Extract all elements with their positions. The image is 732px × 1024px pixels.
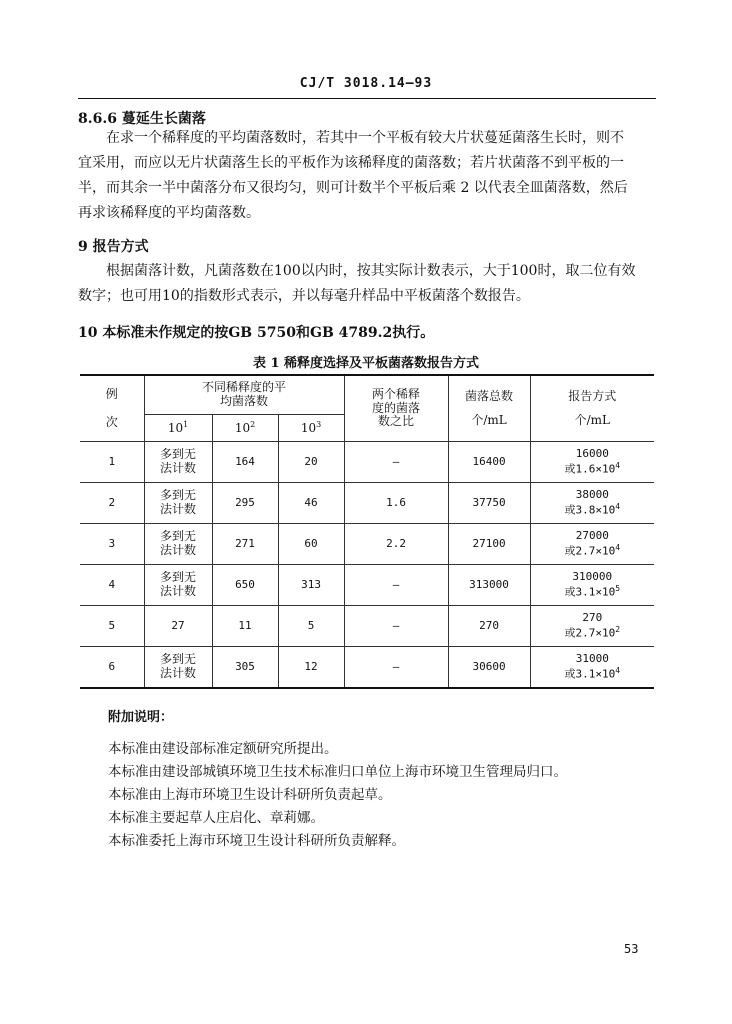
header-dilution-3-base: 10: [300, 421, 317, 436]
cell-case: 3: [80, 524, 144, 565]
header-case-top: 例: [105, 386, 118, 401]
cell-report-exp: 5: [615, 583, 621, 593]
cell-ratio: —: [344, 647, 448, 689]
cell-report: [530, 565, 654, 606]
cell-report-line-1: 38000: [575, 488, 609, 502]
notes-title: 附加说明：: [108, 710, 174, 725]
note-line-4: 本标准主要起草人庄启化、章莉娜。: [108, 810, 324, 826]
header-total-line-2: 个/mL: [471, 412, 507, 427]
cell-report-line-1: 270: [582, 611, 603, 625]
cell-case: 4: [80, 565, 144, 606]
header-dilution-3-exp: 3: [316, 420, 322, 430]
table-row: [80, 606, 654, 647]
section-9-line-2: 数字；也可用10的指数形式表示，并以每毫升样品中平板菌落个数报告。: [78, 288, 530, 304]
cell-report-exp: 4: [615, 665, 621, 675]
header-dilution-3: [278, 415, 344, 442]
cell-ratio: 2.2: [344, 524, 448, 565]
cell-case: 5: [80, 606, 144, 647]
cell-dilution-1-line-1: 多到无: [159, 488, 196, 503]
header-dilution-2: [212, 415, 278, 442]
cell-dilution-3: 313: [278, 565, 344, 606]
cell-report-exp: 4: [615, 542, 621, 552]
cell-ratio: 1.6: [344, 483, 448, 524]
cell-report-line-2: 或2.7×10: [564, 626, 616, 640]
header-ratio-line-1: 两个稀释: [372, 386, 421, 401]
header-dilution-2-exp: 2: [250, 420, 256, 430]
header-dilution-group-line-1: 不同稀释度的平: [202, 380, 287, 395]
cell-case: 2: [80, 483, 144, 524]
table-row: [80, 565, 654, 606]
cell-dilution-2: 271: [212, 524, 278, 565]
cell-report-exp: 4: [615, 501, 621, 511]
cell-dilution-1-line-2: 法计数: [159, 666, 196, 680]
cell-dilution-1: [144, 442, 212, 483]
header-dilution-1-exp: 1: [183, 420, 189, 430]
header-ratio: [344, 375, 448, 442]
cell-ratio: —: [344, 442, 448, 483]
cell-report-line-2: 或3.1×10: [564, 667, 616, 681]
cell-case: 6: [80, 647, 144, 689]
cell-dilution-1-line-2: 法计数: [159, 502, 196, 516]
cell-report-line-1: 31000: [575, 652, 609, 666]
cell-report-line-2: 或1.6×10: [564, 462, 616, 476]
cell-dilution-1-line-2: 法计数: [159, 461, 196, 475]
cell-total: 313000: [448, 565, 530, 606]
note-line-1: 本标准由建设部标准定额研究所提出。: [108, 741, 338, 757]
header-report-line-1: 报告方式: [568, 388, 617, 403]
section-866-line-3: 半，而其余一半中菌落分布又很均匀，则可计数半个平板后乘 2 以代表全皿菌落数，然后: [78, 180, 628, 196]
cell-dilution-1-line-2: 法计数: [159, 584, 196, 598]
header-dilution-2-base: 10: [234, 421, 251, 436]
cell-report-line-1: 310000: [572, 570, 613, 584]
header-report-line-2: 个/mL: [574, 412, 610, 427]
cell-case: 1: [80, 442, 144, 483]
cell-report: [530, 647, 654, 689]
header-total: [448, 375, 530, 442]
section-9-line-1: 根据菌落计数，凡菌落数在100以内时，按其实际计数表示，大于100时，取二位有效: [106, 263, 636, 279]
cell-dilution-2: 650: [212, 565, 278, 606]
header-report: [530, 375, 654, 442]
cell-report-line-1: 27000: [575, 529, 609, 543]
header-dilution-group: [144, 375, 344, 415]
cell-report-exp: 2: [615, 624, 621, 634]
cell-report-line-1: 16000: [575, 447, 609, 461]
cell-report-line-2: 或3.1×10: [564, 585, 616, 599]
header-case: [80, 375, 144, 442]
table-row: [80, 524, 654, 565]
cell-dilution-2: 164: [212, 442, 278, 483]
header-ratio-line-2: 度的菌落: [372, 400, 421, 415]
header-dilution-1-base: 10: [167, 421, 184, 436]
cell-total: 37750: [448, 483, 530, 524]
cell-dilution-1: [144, 565, 212, 606]
cell-report: [530, 524, 654, 565]
cell-total: 16400: [448, 442, 530, 483]
cell-dilution-1-line-2: 法计数: [159, 543, 196, 557]
cell-dilution-1: [144, 524, 212, 565]
header-case-bottom: 次: [105, 414, 118, 429]
page-number: 53: [624, 942, 639, 956]
cell-dilution-2: 295: [212, 483, 278, 524]
cell-dilution-2: 11: [212, 606, 278, 647]
note-line-2: 本标准由建设部城镇环境卫生技术标准归口单位上海市环境卫生管理局归口。: [108, 764, 567, 780]
cell-dilution-1-line-1: 27: [171, 618, 185, 632]
cell-report: [530, 483, 654, 524]
section-9-heading: 9 报告方式: [78, 239, 149, 255]
section-866-line-4: 再求该稀释度的平均菌落数。: [78, 205, 260, 221]
cell-report: [530, 606, 654, 647]
standard-code-header: CJ/T 3018.14—93: [299, 76, 433, 91]
cell-dilution-1-line-1: 多到无: [159, 570, 196, 585]
cell-total: 270: [448, 606, 530, 647]
note-line-5: 本标准委托上海市环境卫生设计科研所负责解释。: [108, 833, 405, 849]
cell-dilution-1-line-1: 多到无: [159, 529, 196, 544]
section-10-heading: 10 本标准未作规定的按GB 5750和GB 4789.2执行。: [78, 325, 435, 341]
cell-total: 30600: [448, 647, 530, 689]
section-866-heading: 8.6.6 蔓延生长菌落: [78, 111, 206, 127]
dilution-report-table: [80, 374, 654, 689]
cell-dilution-3: 60: [278, 524, 344, 565]
table-row: [80, 483, 654, 524]
cell-dilution-1-line-1: 多到无: [159, 652, 196, 667]
table-row: [80, 647, 654, 689]
header-total-line-1: 菌落总数: [465, 388, 514, 403]
cell-report-line-2: 或3.8×10: [564, 503, 616, 517]
cell-dilution-1-line-1: 多到无: [159, 447, 196, 462]
table-row: [80, 442, 654, 483]
section-866-line-1: 在求一个稀释度的平均菌落数时，若其中一个平板有较大片状蔓延菌落生长时，则不: [106, 130, 624, 146]
header-dilution-1: [144, 415, 212, 442]
cell-dilution-1: [144, 483, 212, 524]
header-rule: [78, 98, 656, 99]
note-line-3: 本标准由上海市环境卫生设计科研所负责起草。: [108, 787, 392, 803]
cell-dilution-1: [144, 647, 212, 689]
cell-dilution-3: 20: [278, 442, 344, 483]
cell-dilution-2: 305: [212, 647, 278, 689]
cell-ratio: —: [344, 606, 448, 647]
cell-report-line-2: 或2.7×10: [564, 544, 616, 558]
cell-report: [530, 442, 654, 483]
cell-dilution-3: 12: [278, 647, 344, 689]
header-dilution-group-line-2: 均菌落数: [220, 394, 269, 408]
cell-dilution-3: 5: [278, 606, 344, 647]
header-ratio-line-3: 数之比: [378, 414, 415, 429]
cell-ratio: —: [344, 565, 448, 606]
cell-dilution-3: 46: [278, 483, 344, 524]
section-866-line-2: 宜采用，而应以无片状菌落生长的平板作为该稀释度的菌落数；若片状菌落不到平板的一: [78, 155, 624, 171]
cell-dilution-1: [144, 606, 212, 647]
table-caption: 表 1 稀释度选择及平板菌落数报告方式: [252, 356, 480, 371]
cell-report-exp: 4: [615, 460, 621, 470]
cell-total: 27100: [448, 524, 530, 565]
